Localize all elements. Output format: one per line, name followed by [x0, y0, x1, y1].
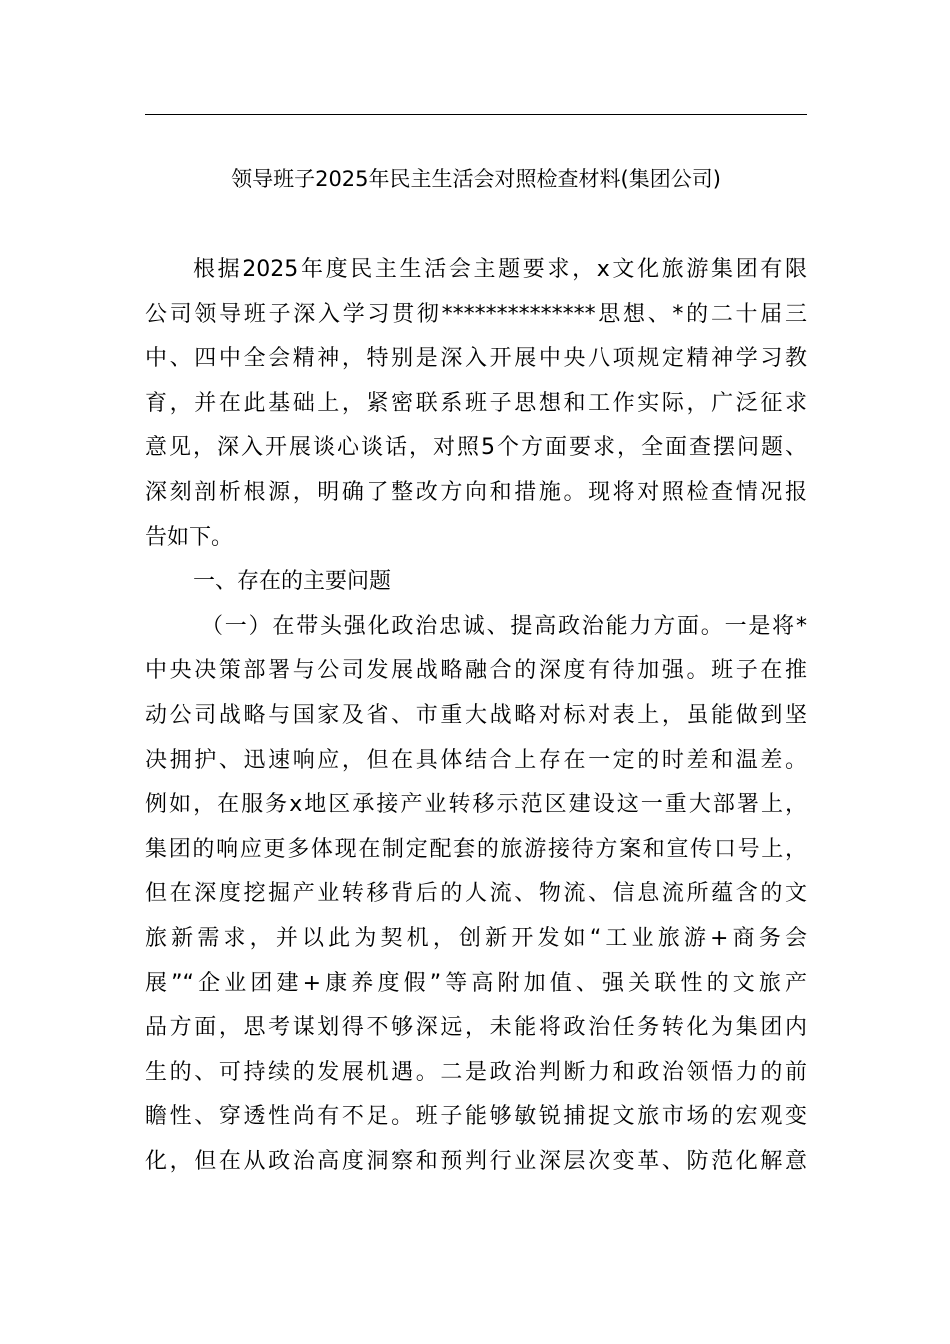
subsection-heading-line: （一）在带头强化政治忠诚、提高政治能力方面。一是将* [201, 613, 807, 639]
paragraph-line: 中央决策部署与公司发展战略融合的深度有待加强。班子在推 [145, 658, 807, 684]
paragraph-line: 动公司战略与国家及省、市重大战略对标对表上，虽能做到坚 [145, 702, 807, 728]
paragraph-line: 根据2025年度民主生活会主题要求，x文化旅游集团有限 [193, 257, 807, 282]
paragraph-line: 公司领导班子深入学习贯彻**************思想、*的二十届三 [145, 301, 807, 327]
document-title: 领导班子2025年民主生活会对照检查材料(集团公司) [231, 167, 721, 191]
paragraph-line: 例如，在服务x地区承接产业转移示范区建设这一重大部署上， [145, 792, 807, 818]
paragraph-line: 意见，深入开展谈心谈话，对照5个方面要求，全面查摆问题、 [145, 435, 807, 461]
paragraph-line: 瞻性、穿透性尚有不足。班子能够敏锐捕捉文旅市场的宏观变 [145, 1104, 807, 1130]
paragraph-line: 中、四中全会精神，特别是深入开展中央八项规定精神学习教 [145, 346, 807, 372]
paragraph-line: 育，并在此基础上，紧密联系班子思想和工作实际，广泛征求 [145, 390, 807, 416]
paragraph-line: 深刻剖析根源，明确了整改方向和措施。现将对照检查情况报 [145, 479, 807, 505]
paragraph-line: 化，但在从政治高度洞察和预判行业深层次变革、防范化解意 [145, 1148, 807, 1174]
paragraph-line: 旅新需求，并以此为契机，创新开发如“工业旅游+商务会 [145, 925, 807, 951]
document-body [145, 248, 807, 1184]
section-heading: 一、存在的主要问题 [193, 569, 392, 595]
paragraph-line: 品方面，思考谋划得不够深远，未能将政治任务转化为集团内 [145, 1015, 807, 1041]
paragraph-line: 展”“企业团建+康养度假”等高附加值、强关联性的文旅产 [145, 970, 807, 996]
paragraph-line: 生的、可持续的发展机遇。二是政治判断力和政治领悟力的前 [145, 1059, 807, 1085]
paragraph-line: 但在深度挖掘产业转移背后的人流、物流、信息流所蕴含的文 [145, 881, 807, 907]
paragraph-line: 告如下。 [145, 524, 234, 550]
paragraph-line: 集团的响应更多体现在制定配套的旅游接待方案和宣传口号上， [145, 836, 807, 862]
top-divider [145, 114, 807, 115]
paragraph-line: 决拥护、迅速响应，但在具体结合上存在一定的时差和温差。 [145, 747, 807, 773]
